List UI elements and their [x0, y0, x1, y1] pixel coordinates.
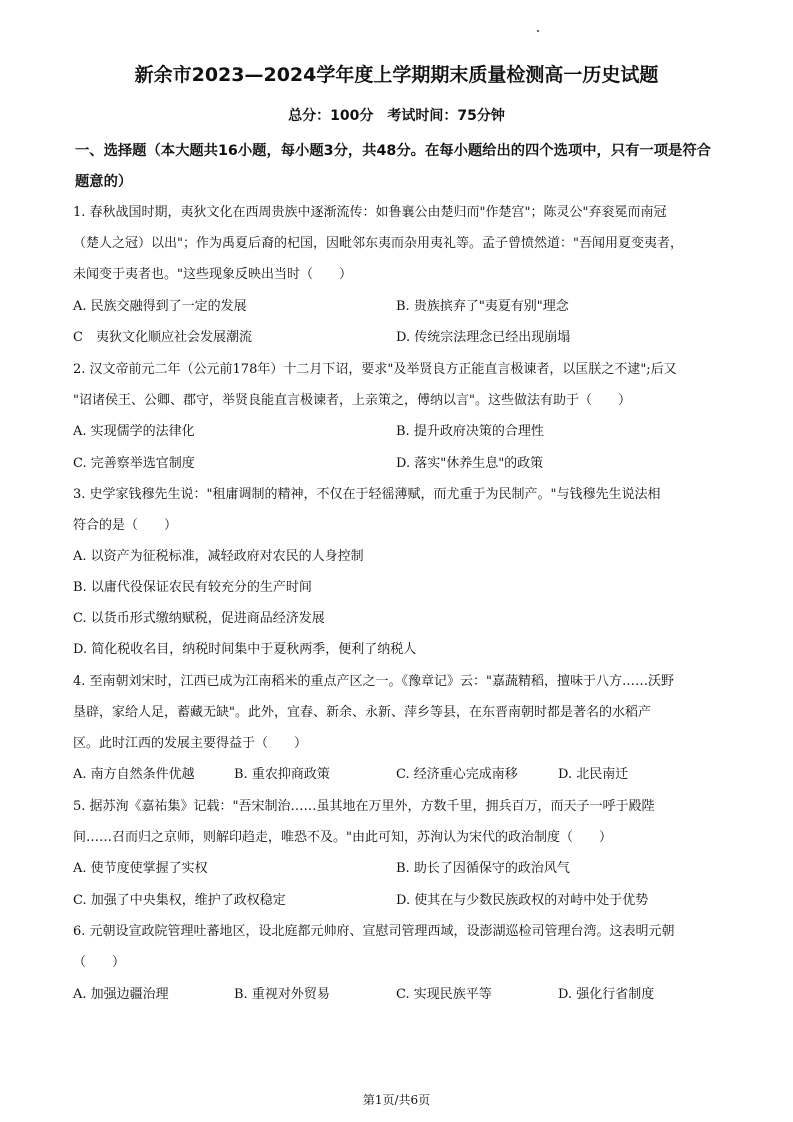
question-5-line-1: 5. 据苏洵《嘉祐集》记载："吾宋制治……虽其地在万里外，方数千里，拥兵百万，而天子一呼于殿陛	[73, 799, 655, 814]
question-6-line-2: （ ）	[73, 955, 126, 970]
question-6-option-a: A. 加强边疆治理	[73, 987, 169, 1002]
question-3-option-a: A. 以资产为征税标准，减轻政府对农民的人身控制	[73, 549, 364, 564]
question-3-option-d: D. 简化税收名目，纳税时间集中于夏秋两季，便利了纳税人	[73, 642, 417, 657]
question-2-option-c: C. 完善察举选官制度	[73, 456, 195, 471]
question-5-option-c: C. 加强了中央集权，维护了政权稳定	[73, 893, 286, 908]
page-footer: 第1页/共6页	[362, 1093, 431, 1107]
question-3-line-2: 符合的是（ ）	[73, 518, 178, 533]
question-5-option-a: A. 使节度使掌握了实权	[73, 861, 208, 876]
question-1-option-d: D. 传统宗法理念已经出现崩塌	[396, 330, 571, 345]
question-4-option-d: D. 北民南迁	[558, 767, 629, 782]
question-4-option-b: B. 重农抑商政策	[234, 767, 330, 782]
question-1-option-c: C 夷狄文化顺应社会发展潮流	[73, 330, 252, 345]
question-1-line-3: 未闻变于夷者也。"这些现象反映出当时（ ）	[73, 267, 352, 282]
question-4-line-3: 区。此时江西的发展主要得益于（ ）	[73, 736, 308, 751]
section-heading: 一、选择题（本大题共16小题，每小题3分，共48分。在每小题给出的四个选项中，只有一项是符合题意的）	[75, 143, 711, 190]
question-2-option-b: B. 提升政府决策的合理性	[396, 424, 544, 439]
exam-info	[0, 106, 793, 126]
question-4-line-2: 垦辟，家给人足，蓄藏无缺"。此外，宜春、新余、永新、萍乡等县，在东晋南朝时都是著名的水稻产	[73, 705, 651, 720]
question-2-option-d: D. 落实"休养生息"的政策	[396, 456, 544, 471]
question-6-option-d: D. 强化行省制度	[558, 987, 655, 1002]
question-2-line-1: 2. 汉文帝前元二年（公元前178年）十二月下诏，要求"及举贤良方正能直言极谏者，以匡朕之不逮";后又	[73, 362, 677, 377]
exam-time: 考试时间：75分钟	[387, 108, 505, 124]
question-1-option-a: A. 民族交融得到了一定的发展	[73, 299, 247, 314]
question-4-option-a: A. 南方自然条件优越	[73, 767, 195, 782]
total-score: 总分：100分	[288, 108, 374, 124]
question-6-option-b: B. 重视对外贸易	[234, 987, 330, 1002]
question-6-option-c: C. 实现民族平等	[396, 987, 492, 1002]
question-6-line-1: 6. 元朝设宣政院管理吐蕃地区，设北庭都元帅府、宣慰司管理西域，设澎湖巡检司管理台湾。这表明元朝	[73, 924, 675, 939]
question-4-line-1: 4. 至南朝刘宋时，江西已成为江南稻米的重点产区之一。《豫章记》云："嘉蔬精稻，擅味于八方……沃野	[73, 674, 675, 689]
question-1-option-b: B. 贵族摈弃了"夷夏有别"理念	[396, 299, 569, 314]
question-5-line-2: 间……召而归之京师，则解印趋走，唯恐不及。"由此可知，苏洵认为宋代的政治制度（ ）	[73, 830, 612, 845]
question-4-option-c: C. 经济重心完成南移	[396, 767, 518, 782]
question-3-option-c: C. 以货币形式缴纳赋税，促进商品经济发展	[73, 611, 325, 626]
question-5-option-b: B. 助长了因循保守的政治风气	[396, 861, 570, 876]
scan-dot	[537, 30, 539, 32]
question-2-line-2: "诏诸侯王、公卿、郡守，举贤良能直言极谏者，上亲策之，傅纳以言"。这些做法有助于（ ）	[73, 393, 631, 408]
question-1-line-1: 1. 春秋战国时期，夷狄文化在西周贵族中逐渐流传：如鲁襄公由楚归而"作楚宫"；陈灵公"弃衮冕而南冠	[73, 205, 667, 220]
question-1-line-2: （楚人之冠）以出"；作为禹夏后裔的杞国，因毗邻东夷而杂用夷礼等。孟子曾愤然道："吾闻用夏变夷者，	[73, 236, 683, 251]
question-5-option-d: D. 使其在与少数民族政权的对峙中处于优势	[396, 893, 649, 908]
question-2-option-a: A. 实现儒学的法律化	[73, 424, 195, 439]
page-title: 新余市2023—2024学年度上学期期末质量检测高一历史试题	[134, 64, 659, 86]
question-3-line-1: 3. 史学家钱穆先生说："租庸调制的精神，不仅在于轻徭薄赋，而尤重于为民制产。"与钱穆先生说法相	[73, 487, 661, 502]
question-3-option-b: B. 以庸代役保证农民有较充分的生产时间	[73, 580, 312, 595]
